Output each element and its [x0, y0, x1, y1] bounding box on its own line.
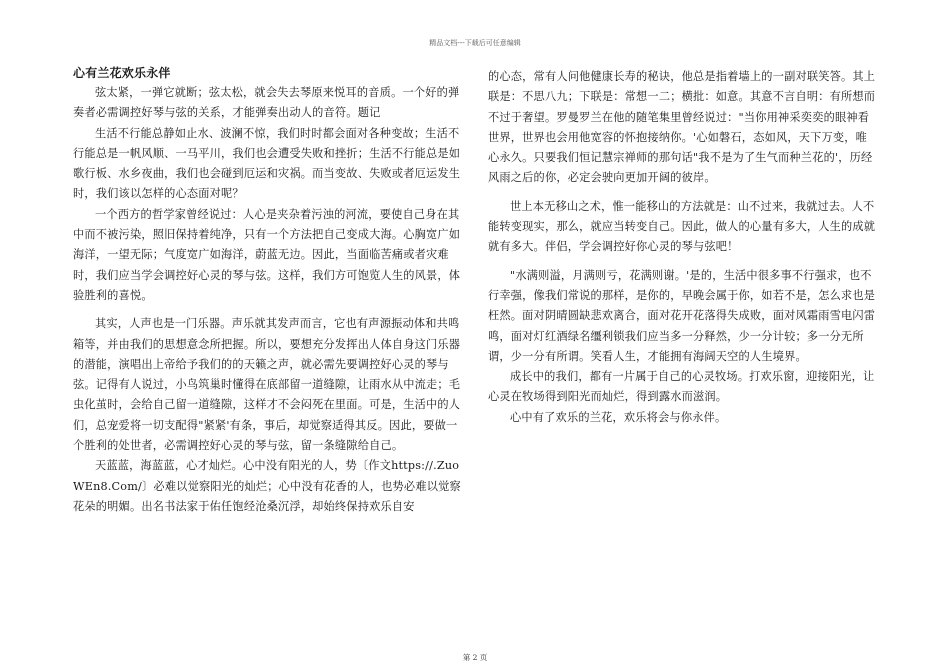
page-number: 第 2 页 — [462, 653, 488, 662]
paragraph: 世上本无移山之术，惟一能移山的方法就是：山不过来，我就过去。人不能转变现实，那么，就应当转变自己。因此，做人的心量有多大，人生的成就就有多大。伴侣，学会调控好你心灵的琴与弦吧！ — [488, 199, 876, 254]
paragraph: 生活不行能总静如止水、波澜不惊，我们时时都会面对各种变故；生活不行能总是一帆风顺、一马平川，我们也会遭受失败和挫折；生活不行能总是如歌行板、水乡夜曲，我们也会碰到厄运和灾祸。而当变故、失败或者厄运发生时，我们该以怎样的心态面对呢？ — [73, 126, 461, 201]
paragraph: 心中有了欢乐的兰花，欢乐将会与你永伴。 — [510, 410, 727, 424]
paragraph: 天蓝蓝，海蓝蓝，心才灿烂。心中没有阳光的人，势〔作文https://.ZuoWEn8.Com/〕必难以觉察阳光的灿烂；心中没有花香的人，也势必难以觉察花朵的明媚。出名书法家于佑任饱经沧桑沉浮，却始终保持欢乐自安 — [73, 459, 461, 513]
paragraph: 弦太紧，一弹它就断；弦太松，就会失去琴原来悦耳的音质。一个好的弹奏者必需调控好琴与弦的关系，才能弹奏出动人的音符。题记 — [73, 86, 460, 120]
paragraph: "水满则溢，月满则亏，花满则谢。'是的，生活中很多事不行强求，也不行幸强，像我们常说的那样，是你的，早晚会属于你，如若不是，怎么求也是枉然。面对阴晴圆缺悲欢离合，面对花开花落得失成败，面对风霜雨雪电闪雷鸣，面对灯红酒绿名缰利锁我们应当多一分释然，少一分计较；多一分无所谓，少一分有所谓。笑看人生，才能拥有海阔天空的人生境界。 — [488, 268, 876, 363]
header-note: 精品文档---下载后可任意编辑 — [429, 39, 521, 47]
right-column — [488, 67, 878, 428]
paragraph: 成长中的我们，都有一片属于自己的心灵牧场。打欢乐窗，迎接阳光，让心灵在牧场得到阳光而灿烂，得到露水而滋润。 — [488, 370, 875, 404]
paragraph: 其实，人声也是一门乐器。声乐就其发声而言，它也有声源振动体和共鸣箱等，并由我们的思想意念所把握。所以，要想充分发挥出人体自身这门乐器的潜能，演唱出上帝给予我们的的天籁之声，就必需先要调控好心灵的琴与弦。记得有人说过，小鸟筑巢时懂得在底部留一道缝隙，让雨水从中流走；毛虫化茧时，会给自己留一道缝隙，这样才不会闷死在里面。可是，生活中的人们，总宠爱将一切支配得"紧紧'有条，事后，却觉察适得其反。因此，要做一个胜利的处世者，必需调控好心灵的琴与弦，留一条缝隙给自己。 — [73, 317, 461, 453]
left-column — [73, 63, 463, 517]
article-title: 心有兰花欢乐永伴 — [73, 66, 171, 80]
paragraph: 的心态，常有人问他健康长寿的秘诀，他总是指着墙上的一副对联笑答。其上联是：不思八九；下联是：常想一二；横批：如意。其意不言自明：有所想而不过于奢望。罗曼罗兰在他的随笔集里曾经说过："当你用神采奕奕的眼神看世界，世界也会用他宽容的怀抱接纳你。'心如磐石，态如风，天下万变，唯心永久。只要我们恒记慧宗禅师的那句话"我不是为了生气而种兰花的'，历经风雨之后的你，必定会驶向更加开阔的彼岸。 — [488, 70, 876, 185]
paragraph: 一个西方的哲学家曾经说过：人心是夹杂着污浊的河流，要使自己身在其中而不被污染，照旧保持着纯净，只有一个方法把自己变成大海。心胸宽广如海洋，一望无际；气度宽广如海洋，蔚蓝无边。因此，当面临苦痛或者灾难时，我们应当学会调控好心灵的琴与弦。这样，我们方可饱览人生的风景，体验胜利的喜悦。 — [73, 207, 461, 302]
